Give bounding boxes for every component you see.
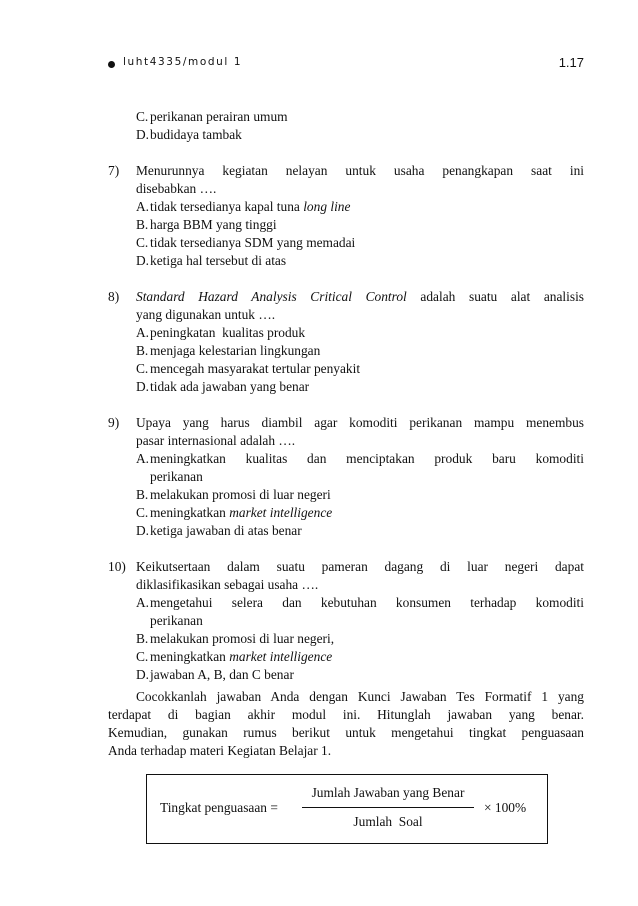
question-7: 7) Menurunnya kegiatan nelayan untuk usaha penangkapan saat ini disebabkan …. A. tidak tersedianya kapal tuna long line B. harga BBM yang tinggi C. tidak tersedianya SDM yang memadai D. ketiga hal tersebut di atas: [108, 163, 584, 268]
question-10: 10) Keikutsertaan dalam suatu pameran dagang di luar negeri dapat diklasifikasikan sebagai usaha …. A. mengetahui selera dan kebutuhan konsumen terhadap komoditi perikanan B. melakukan promosi di luar negeri, C. meningkatkan market intelligence D. jawaban A, B, dan C benar: [108, 559, 584, 682]
option-a: A. peningkatan kualitas produk: [136, 325, 306, 340]
formula-denominator: Jumlah Soal: [353, 814, 423, 829]
option-d: D. jawaban A, B, dan C benar: [136, 667, 294, 682]
formula-multiplier: × 100%: [484, 800, 527, 815]
option-b: B. melakukan promosi di luar negeri,: [136, 631, 335, 646]
page-number: 1.17: [558, 55, 584, 70]
question-stem: Menurunnya kegiatan nelayan untuk usaha penangkapan saat ini disebabkan ….: [136, 163, 584, 196]
module-code: luht4335/modul 1: [123, 56, 243, 68]
question-8: 8) Standard Hazard Analysis Critical Control adalah suatu alat analisis yang digunakan untuk …. A. peningkatan kualitas produk B. menjaga kelestarian lingkungan C. mencegah masyarakat tertular penyakit D. tidak ada jawaban yang benar: [108, 289, 584, 394]
bullet-icon: [108, 61, 115, 68]
option-d: D. ketiga hal tersebut di atas: [136, 253, 287, 268]
option-c: C. mencegah masyarakat tertular penyakit: [136, 361, 361, 376]
option-c: C. meningkatkan market intelligence: [136, 505, 333, 520]
formula-label: Tingkat penguasaan =: [160, 800, 278, 815]
running-header: [108, 56, 584, 74]
option-b: B. menjaga kelestarian lingkungan: [136, 343, 321, 358]
instruction-paragraph: Cocokkanlah jawaban Anda dengan Kunci Jawaban Tes Formatif 1 yang terdapat di bagian akhir modul ini. Hitunglah jawaban yang benar. Kemudian, gunakan rumus berikut untuk mengetahui tingkat penguasaan Anda terhadap materi Kegiatan Belajar 1.: [108, 689, 584, 758]
question-stem: Keikutsertaan dalam suatu pameran dagang di luar negeri dapat diklasifikasikan sebagai usaha ….: [136, 559, 584, 592]
option-b: B. harga BBM yang tinggi: [136, 217, 277, 232]
option-c: C. tidak tersedianya SDM yang memadai: [136, 235, 356, 250]
option-a: A. mengetahui selera dan kebutuhan konsumen terhadap komoditi perikanan: [136, 595, 584, 628]
option-a: A. tidak tersedianya kapal tuna long line: [136, 199, 351, 214]
question-9: 9) Upaya yang harus diambil agar komoditi perikanan mampu menembus pasar internasional adalah …. A. meningkatkan kualitas dan menciptakan produk baru komoditi perikanan B. melakukan promosi di luar negeri C. meningkatkan market intelligence D. ketiga jawaban di atas benar: [108, 415, 584, 538]
option-d: D. ketiga jawaban di atas benar: [136, 523, 302, 538]
formula-box: [146, 774, 548, 844]
option-a: A. meningkatkan kualitas dan menciptakan produk baru komoditi perikanan: [136, 451, 584, 484]
question-stem: Upaya yang harus diambil agar komoditi perikanan mampu menembus pasar internasional adalah ….: [136, 415, 584, 448]
option-b: B. melakukan promosi di luar negeri: [136, 487, 331, 502]
option-d: D. tidak ada jawaban yang benar: [136, 379, 310, 394]
page-body: [108, 108, 584, 684]
fraction-bar: [302, 807, 474, 808]
option-c: C. meningkatkan market intelligence: [136, 649, 333, 664]
formula-numerator: Jumlah Jawaban yang Benar: [311, 785, 465, 800]
list-item: C. perikanan perairan umum: [136, 109, 288, 124]
list-item: D. budidaya tambak: [136, 127, 242, 142]
question-stem: Standard Hazard Analysis Critical Control adalah suatu alat analisis yang digunakan untuk ….: [136, 289, 584, 322]
